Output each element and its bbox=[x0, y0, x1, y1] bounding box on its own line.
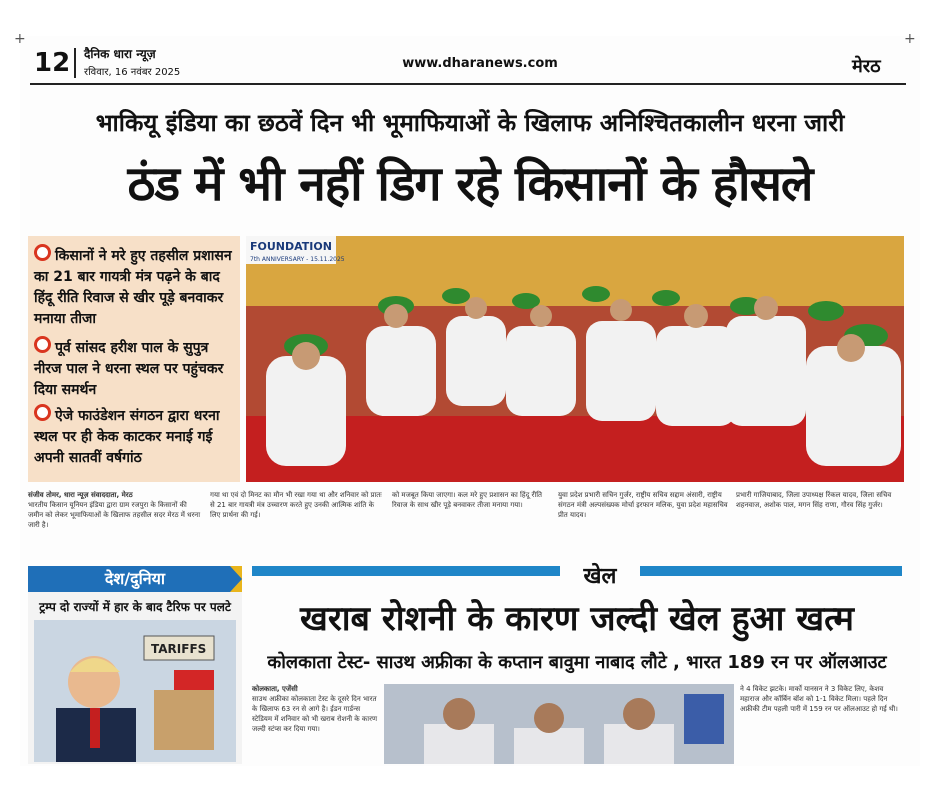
website-url: www.dharanews.com bbox=[402, 56, 558, 71]
tariff-illustration bbox=[34, 620, 236, 762]
article-column: गया था एवं दो मिनट का मौन भी रखा गया था और शनिवार को प्रातः से 21 बार गायत्री मंत्र उच्चारण करते हुए उनकी आत्मिक शांति के लिए प्रार्थना की गई। bbox=[210, 491, 382, 519]
desh-headline: ट्रम्प दो राज्यों में हार के बाद टैरिफ पर पलटे bbox=[39, 600, 231, 614]
page-number: 12 bbox=[34, 48, 71, 78]
lead-headline: ठंड में भी नहीं डिग रहे किसानों के हौसले bbox=[127, 156, 813, 212]
sports-section-label: खेल bbox=[560, 560, 640, 590]
sports-article-text: साउथ अफ्रीका कोलकाता टेस्ट के दूसरे दिन भारत के खिलाफ 63 रन से आगे है। ईडन गार्डन्स स्टेडियम में शनिवार को भी खराब रोशनी के कारण जल्दी स्टंप्स कर दिया गया। bbox=[252, 695, 378, 733]
bullet-icon bbox=[34, 244, 51, 261]
cricket-illustration bbox=[384, 684, 734, 764]
highlights-box bbox=[28, 236, 240, 482]
article-byline: संजीव तोमर, धारा न्यूज़ संवाददाता, मेरठ bbox=[28, 491, 133, 499]
svg-text:FOUNDATION: FOUNDATION bbox=[250, 240, 332, 253]
header-rule bbox=[30, 83, 906, 85]
header-divider bbox=[74, 48, 76, 78]
protest-illustration bbox=[246, 236, 904, 482]
paper-name: दैनिक धारा न्यूज़ bbox=[84, 47, 156, 61]
desh-duniya-label: देश/दुनिया bbox=[28, 566, 242, 592]
highlight-item: ऐजे फाउंडेशन संगठन द्वारा धरना स्थल पर ही केक काटकर मनाई गई अपनी सातवीं वर्षगांठ bbox=[34, 404, 238, 469]
sports-article-column: ने 4 विकेट झटके। मार्को यानसन ने 3 विकेट लिए, केशव महाराज और कॉर्बिन बॉश को 1-1 विकेट मिला। पहले दिन अफ्रीकी टीम पहली पारी में 159 रन पर ऑलआउट हो गई थी। bbox=[740, 685, 898, 713]
cricket-photo bbox=[384, 684, 734, 764]
article-column: को मजबूत किया जाएगा। कल मरे हुए प्रशासन का हिंदू रीति रिवाज के साथ खीर पूड़े बनवाकर तीजा मनाया गया। bbox=[392, 491, 543, 509]
edition-city: मेरठ bbox=[852, 56, 881, 77]
sports-subhead: कोलकाता टेस्ट- साउथ अफ्रीका के कप्तान बावुमा नाबाद लौटे , भारत 189 रन पर ऑलआउट bbox=[267, 652, 887, 673]
article-text: भारतीय किसान यूनियन इंडिया द्वारा ग्राम रजपुरा के किसानों की जमीन को लेकर भूमाफियाओं के खिलाफ तहसील सदर मेरठ में धरना जारी है। bbox=[28, 501, 201, 529]
bullet-icon bbox=[34, 404, 51, 421]
sports-headline: खराब रोशनी के कारण जल्दी खेल हुआ खत्म bbox=[300, 599, 854, 639]
bullet-icon bbox=[34, 336, 51, 353]
highlight-item: किसानों ने मरे हुए तहसील प्रशासन का 21 बार गायत्री मंत्र पढ़ने के बाद हिंदू रीति रिवाज से खीर पूड़े बनवाकर मनाया तीजा bbox=[34, 244, 238, 330]
highlight-item: पूर्व सांसद हरीश पाल के सुपुत्र नीरज पाल ने धरना स्थल पर पहुंचकर दिया समर्थन bbox=[34, 336, 238, 401]
svg-text:7th ANNIVERSARY - 15.11.2025: 7th ANNIVERSARY - 15.11.2025 bbox=[250, 256, 345, 263]
issue-date: रविवार, 16 नवंबर 2025 bbox=[84, 67, 181, 78]
sports-byline: कोलकाता, एजेंसी bbox=[252, 685, 298, 693]
lead-kicker: भाकियू इंडिया का छठवें दिन भी भूमाफियाओं के खिलाफ अनिश्चितकालीन धरना जारी bbox=[95, 109, 845, 137]
desh-duniya-box bbox=[28, 566, 242, 764]
article-column bbox=[28, 490, 204, 530]
crop-mark: + bbox=[14, 31, 26, 47]
trump-tariff-photo bbox=[34, 620, 236, 762]
protest-photo bbox=[246, 236, 904, 482]
article-column: युवा प्रदेश प्रभारी सचिन गुर्जर, राष्ट्रीय सचिव सद्दाम अंसारी, राष्ट्रीय संगठन मंत्री अल्पसंख्यक मोर्चा इरफान मलिक, युवा प्रदेश महासचिव प्रीत यादव। bbox=[558, 491, 728, 519]
sports-article-column bbox=[252, 684, 378, 734]
article-column: प्रभारी गाजियाबाद, जिला उपाध्यक्ष रिंकल यादव, जिला सचिव शहनवाज, अशोक पाल, मगन सिंह राणा, गौरव सिंह गुर्जर। bbox=[736, 491, 892, 509]
crop-mark: + bbox=[904, 31, 916, 47]
svg-text:TARIFFS: TARIFFS bbox=[151, 642, 207, 656]
